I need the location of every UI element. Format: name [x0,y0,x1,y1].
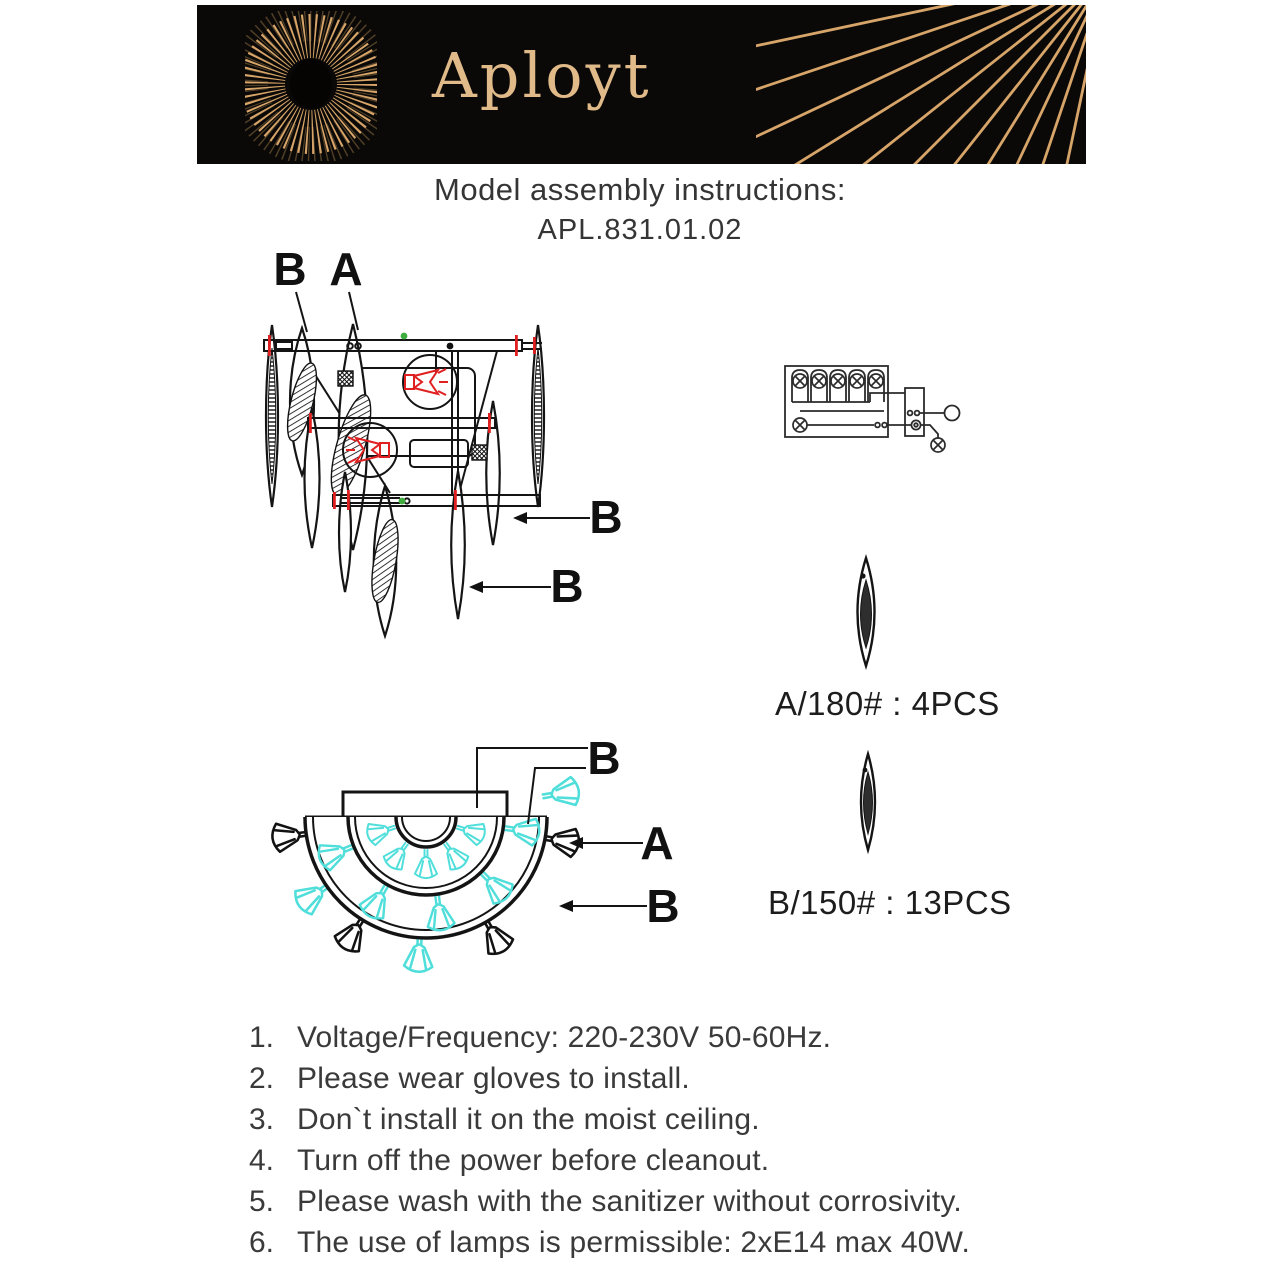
side-label-b-top: B [273,243,307,295]
instruction-number: 5. [249,1185,275,1218]
instruction-text: Please wash with the sanitizer without corrosivity. [297,1185,962,1218]
instruction-number: 1. [249,1021,275,1054]
instruction-number: 4. [249,1144,275,1177]
title-block [0,172,1280,247]
instruction-item [249,1227,1079,1259]
sunburst-logo-icon [245,11,377,161]
model-number: APL.831.01.02 [537,214,743,246]
instruction-item [249,1063,1079,1095]
instruction-number: 2. [249,1062,275,1095]
side-label-b-right-upper: B [589,491,623,543]
instruction-number: 6. [249,1226,275,1259]
part-a-crystal-drawing [830,550,910,680]
side-label-a-top: A [329,243,363,295]
bottom-label-b-top: B [587,732,621,784]
side-label-b-right-lower: B [550,560,584,612]
instruction-number: 3. [249,1103,275,1136]
page-title: Model assembly instructions: [434,172,846,207]
instruction-list [249,1022,1079,1268]
bottom-label-a-right: A [640,817,674,869]
instruction-text: The use of lamps is permissible: 2xE14 max 40W. [297,1226,971,1259]
instruction-text: Turn off the power before cleanout. [297,1144,770,1177]
part-a-label: A/180# : 4PCS [775,685,1000,722]
instruction-item [249,1022,1079,1054]
brand-name: Aployt [432,39,652,112]
instruction-item [249,1186,1079,1218]
instruction-text: Please wear gloves to install. [297,1062,690,1095]
brand-banner [197,5,1086,164]
instruction-item [249,1104,1079,1136]
side-view-drawing [250,240,680,670]
bottom-view-drawing [255,730,685,1000]
bottom-label-b-right: B [646,880,680,932]
instruction-item [249,1145,1079,1177]
instruction-text: Voltage/Frequency: 220-230V 50-60Hz. [297,1021,832,1054]
part-b-crystal-drawing [835,748,905,863]
part-b-label: B/150# : 13PCS [768,884,1012,921]
wiring-diagram [780,355,990,465]
instruction-text: Don`t install it on the moist ceiling. [297,1103,760,1136]
lamp-bulb-icon [405,369,448,395]
corner-rays-decoration [756,5,1086,164]
